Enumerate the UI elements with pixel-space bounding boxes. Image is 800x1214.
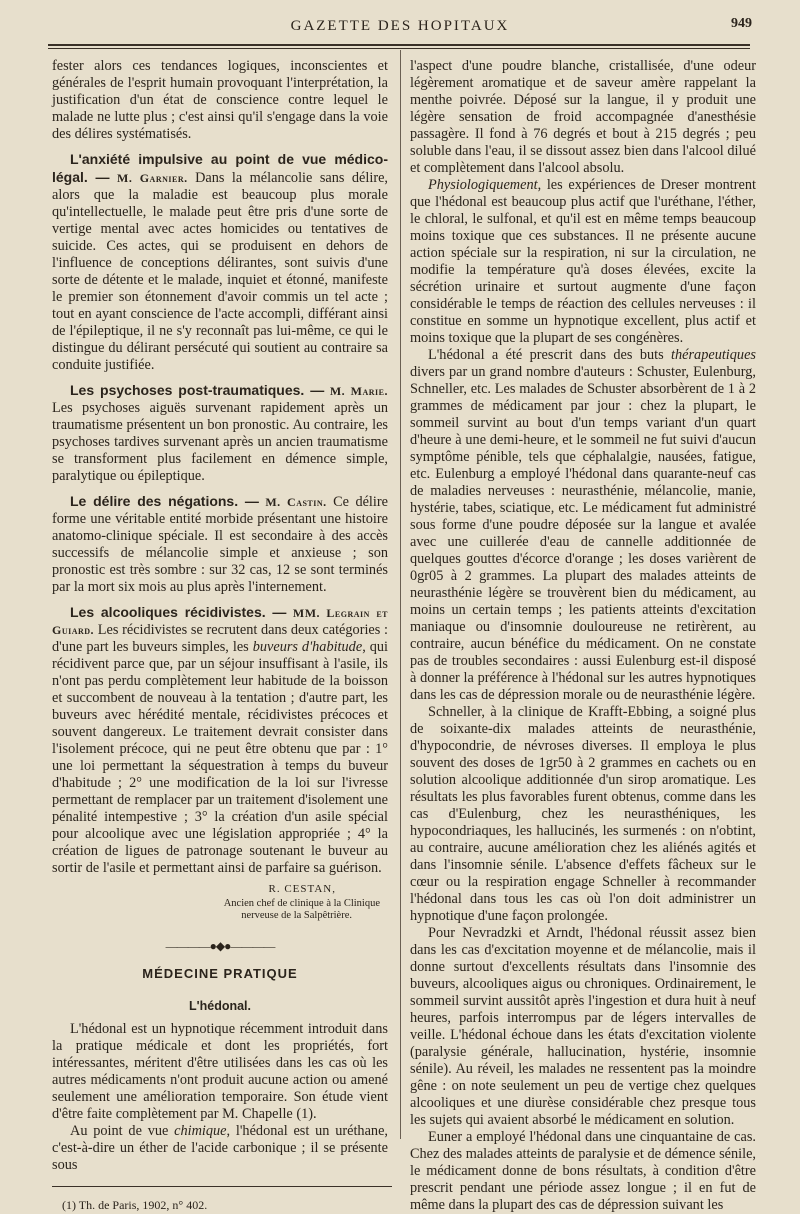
column-divider [400,50,401,1139]
anxiete-section [52,151,388,374]
paragraph: Euner a employé l'hédonal dans une cinquantaine de cas. Chez des malades atteints de paralysie et de démence sénile, le médicament donne de bons résultats, à condition d'être prescrit pendant une période assez longue ; il en fut de même dans la plupart des cas de dépression suivant les [410,1129,756,1213]
page-header [40,10,760,44]
right-column [410,58,756,1214]
section-text: Ce délire forme une véritable entité morbide présentant une histoire anatomo-clinique spéciale. Il est secondaire à des accès successifs de mélancolie simple et anxieuse ; son pronostic est très sombre : sur 32 cas, 12 se sont terminés par la mort six mois au plus après l'internement. [52,494,388,595]
header-rule [48,44,750,46]
left-column [52,58,388,1214]
section-title: MÉDECINE PRATIQUE [142,966,298,981]
paragraph [410,347,756,704]
author-name: MM. Legrain et Guiard. [52,606,388,637]
emphasis: buveurs d'habitude [252,639,363,655]
section-text: Dans la mélancolie sans délire, alors que la maladie est beaucoup plus morale qu'intellectuelle, le malade peut être pris d'une sorte de vertige mental avec actes homicides ou tentatives de suicide. Ces actes, qui se produisent en dehors de l'influence de conceptions délirantes, sont suivis d'une sorte de détente et le malade, inquiet et étonné, manifeste le premier son étonnement d'avoir commis un tel acte ; tout en ayant conscience de l'acte accompli, différant ainsi de l'épileptique, il ne s'y reconnaît pas lui-même, ce qui le distingue du délirant persécuté qui soutient au contraire sa conduite justifiée. [52,170,389,373]
paragraph [410,177,756,347]
section-heading: Les psychoses post-traumatiques. — [70,382,325,398]
emphasis: thérapeutiques [671,347,756,363]
negations-section [52,493,388,596]
paragraph: L'hédonal est un hypnotique récemment introduit dans la pratique médicale et dont les propriétés, fort intéressantes, méritent d'être utilisées dans les cas où les autres médicaments n'ont produit aucune action ou amené seulement une amélioration temporaire. Son étude vient d'être faite complètement par M. Chapelle (1). [52,1021,388,1122]
emphasis: chimique [174,1123,227,1139]
paragraph: fester alors ces tendances logiques, inconscientes et générales de l'esprit humain provoquant l'interprétation, la justification d'un état de conscience contre lequel le malade ne lutte plus ; c'est ainsi qu'il s'engage dans la voie des délires systématisés. [52,58,388,142]
alcooliques-section [52,604,388,877]
author-name: M. Castin. [265,495,327,509]
emphasis: Physiologiquement [428,177,538,193]
ornament-divider: ————●◆●———— [165,939,275,953]
paragraph: Pour Nevradzki et Arndt, l'hédonal réussit assez bien dans les cas d'excitation moyenne et de mélancolie, mais il donne surtout d'excellents résultats dans l'insomnie des buveurs, alcooliques aigus ou chroniques. Ordinairement, le sommeil survint aussitôt après l'ingestion et dura huit à neuf heures, parfois interrompus par de légers intervalles de veille. L'hédonal échoue dans les états d'excitation violente (paralysie générale, hallucination, hystérie, insomnie sénile). Au réveil, les malades ne ressentent pas la moindre gêne : on note seulement un peu de vertige chez quelques alcooliques et une diurèse considérable chez presque tous les sujets qui avaient absorbé le médicament en solution. [410,925,756,1128]
signature-title: Ancien chef de clinique à la Clinique [223,898,380,909]
section-text: Les récidivistes se recrutent dans deux catégories : d'une part les buveurs simples, les [52,622,388,655]
author-name: M. Marie. [329,384,388,398]
article-title: L'hédonal. [189,999,251,1013]
running-head: GAZETTE DES HOPITAUX [290,18,510,34]
text: , l'hédonal est un uréthane, c'est-à-dire un éther de l'acide carbonique ; il se présente sous [52,1123,388,1173]
psychoses-section [52,382,388,485]
footnote-rule [52,1186,392,1187]
paragraph [52,1123,388,1174]
signature-title: nerveuse de la Salpêtrière. [241,910,352,921]
page-number: 949 [731,16,752,31]
paragraph: Schneller, à la clinique de Krafft-Ebbing, a soigné plus de soixante-dix malades atteints de neurasthénie, d'hypocondrie, de névroses diverses. Il employa le plus souvent des doses de 1gr50 à 2 grammes en cachets ou en solution alcoolique additionnée d'un sirop aromatique. Les résultats les plus favorables furent obtenus, comme dans les cas d'Eulenburg, chez les neurasthéniques, les hypocondriaques, les hallucinés, les surmenés : on n'obtint, au contraire, aucune amélioration chez les aliénés agités et dans l'insomnie sénile. L'absence d'effets fâcheux sur le cœur ou la respiration engage Schneller à recommander l'hédonal dans tous les cas où l'on doit administrer un hypnotique d'une façon prolongée. [410,704,756,924]
section-heading: Les alcooliques récidivistes. — [70,604,287,620]
paragraph: l'aspect d'une poudre blanche, cristallisée, d'une odeur légèrement aromatique et de saveur amère rappelant la menthe poivrée. Déposé sur la langue, il y produit une légère sensation de froid accompagnée d'anesthésie passagère. Il fond à 76 degrés et bout à 215 degrés ; peu soluble dans l'eau, il se dissout assez bien dans l'alcool dilué et complètement dans l'alcool absolu. [410,58,756,176]
footnote: (1) Th. de Paris, 1902, n° 402. [62,1198,208,1212]
section-text: Les psychoses aiguës survenant rapidement après un traumatisme présentent un bon pronostic. Au contraire, les psychoses tardives survenant après un ancien traumatisme se transforment plus facilement en démence simple, paralytique ou épileptique. [52,400,388,484]
section-heading: L'anxiété impulsive au point de vue médico-légal. — [52,151,388,185]
text: Au point de vue [70,1123,169,1139]
signature-name: R. CESTAN, [268,883,336,895]
author-name: M. Garnier. [117,171,188,185]
section-heading: Le délire des négations. — [70,493,259,509]
header-rule-thin [48,48,750,49]
text: divers par un grand nombre d'auteurs : Schuster, Eulenburg, Schneller, etc. Les malades de Schuster absorbèrent de 1 à 2 grammes de médicament par jour : chez la plupart, le sommeil survint au bout d'un temps variant d'un quart d'heure à une demi-heure, et le sommeil ne fut suivi d'aucun symptôme pénible, tels que céphalalgie, nausées, fatigue, etc. Eulenburg a employé l'hédonal dans quarante-neuf cas de maladies nerveuses : neurasthénie, mélancolie, manie, hystérie, tabes, sciatique, etc. Le médicament fut administré sous forme d'une poudre déposée sur la langue et avalée avec une cuillerée d'eau de cannelle additionnée de quelques gouttes d'écorce d'orange ; les doses varièrent de 0gr05 à 2 grammes. La plupart des malades atteints de neurasthénie légère se trouvèrent bien du médicament, au moins un certain temps ; les patients atteints d'excitation maniaque ou d'insomnie douloureuse ne retirèrent, au contraire, aucun bénéfice du médicament. On ne constate pas de troubles secondaires : aussi Eulenburg est-il disposé à donner la préférence à l'hédonal sur les autres hypnotiques dans les cas de dépression morale ou de neurasthénie légère. [410,364,756,703]
text: , les expériences de Dreser montrent que l'hédonal est beaucoup plus actif que l'uréthane, l'éther, le chloral, le sulfonal, et qu'il est en même temps beaucoup moins toxique que ces substances. Il ne présente aucune action spéciale sur la respiration, ni sur la circulation, ne modifie la température qu'à doses élevées, excite la sécrétion urinaire et surtout augmente d'une façon considérable le temps de réaction des cellules nerveuses : il constitue en somme un hypnotique excellent, plus actif et moins toxique que la plupart de ses congénères. [410,177,756,346]
section-text: , qui récidivent parce que, par un séjour insuffisant à l'asile, ils n'ont pas perdu complètement leur habitude de la boisson et succombent de nouveau à la tentation ; d'autre part, les buveurs avec hérédité mentale, récidivistes précoces et souvent dangereux. Le traitement devrait consister dans l'isolement précoce, qui ne peut être obtenu que par : 1° une loi permettant la séquestration à temps du buveur d'habitude ; 2° une modification de la loi sur l'ivresse permettant de remplacer par un traitement d'isolement une pénalité intempestive ; 3° la création d'un asile spécial pour alcoolique avec une législation appropriée ; 4° la création de ligues de patronage soutenant le buveur au sortir de l'asile et permettant ainsi de parfaire sa guérison. [52,639,388,876]
text: L'hédonal a été prescrit dans des buts [428,347,664,363]
